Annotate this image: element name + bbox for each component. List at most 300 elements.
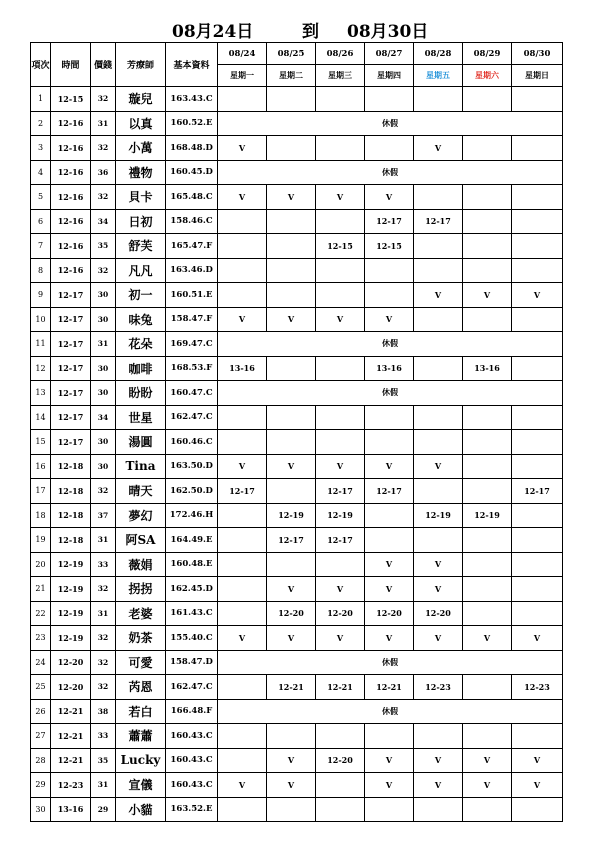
table-row	[31, 528, 563, 553]
row-number: 17	[31, 479, 51, 504]
row-name: 蕭蕭	[116, 724, 166, 749]
row-day-cell	[365, 528, 414, 553]
row-day-cell	[218, 528, 267, 553]
row-name: 以真	[116, 111, 166, 136]
row-number: 2	[31, 111, 51, 136]
table-row	[31, 136, 563, 161]
row-info: 158.46.C	[166, 209, 218, 234]
row-info: 172.46.H	[166, 503, 218, 528]
row-day-cell	[414, 797, 463, 822]
row-day-cell	[512, 405, 563, 430]
row-day-cell	[512, 87, 563, 112]
row-level: 30	[91, 381, 116, 406]
row-number: 30	[31, 797, 51, 822]
table-row	[31, 577, 563, 602]
row-day-cell	[463, 454, 512, 479]
row-day-cell	[218, 797, 267, 822]
row-number: 28	[31, 748, 51, 773]
row-day-cell: 12-17	[218, 479, 267, 504]
row-day-cell	[316, 258, 365, 283]
row-name: 小萬	[116, 136, 166, 161]
row-day-cell: V	[218, 307, 267, 332]
row-day-cell	[365, 283, 414, 308]
row-day-cell: V	[267, 626, 316, 651]
row-day-cell	[267, 258, 316, 283]
row-day-cell	[316, 405, 365, 430]
title-to-word: 到	[302, 22, 319, 42]
table-row	[31, 748, 563, 773]
row-day-cell: V	[414, 136, 463, 161]
row-time: 12-16	[51, 234, 91, 259]
row-day-cell	[316, 724, 365, 749]
row-number: 29	[31, 773, 51, 798]
row-day-cell: V	[463, 283, 512, 308]
row-day-cell: V	[316, 307, 365, 332]
row-number: 27	[31, 724, 51, 749]
row-time: 12-19	[51, 577, 91, 602]
row-rest: 休假	[218, 111, 563, 136]
row-name: 貝卡	[116, 185, 166, 210]
row-day-cell	[414, 258, 463, 283]
row-time: 12-19	[51, 601, 91, 626]
row-info: 160.43.C	[166, 724, 218, 749]
row-name: 味兔	[116, 307, 166, 332]
row-time: 12-21	[51, 748, 91, 773]
row-day-cell: V	[463, 626, 512, 651]
row-day-cell	[414, 356, 463, 381]
header-name: 芳療師	[116, 43, 166, 87]
row-day-cell	[512, 258, 563, 283]
row-day-cell	[463, 185, 512, 210]
row-time: 12-20	[51, 650, 91, 675]
row-day-cell	[316, 356, 365, 381]
table-row	[31, 234, 563, 259]
row-day-cell: 12-17	[512, 479, 563, 504]
row-day-cell	[267, 283, 316, 308]
row-day-cell	[267, 724, 316, 749]
row-info: 163.43.C	[166, 87, 218, 112]
row-info: 162.47.C	[166, 405, 218, 430]
row-day-cell	[512, 209, 563, 234]
row-level: 30	[91, 454, 116, 479]
row-level: 35	[91, 234, 116, 259]
row-day-cell: 12-20	[316, 601, 365, 626]
row-name: 芮恩	[116, 675, 166, 700]
row-day-cell: V	[414, 577, 463, 602]
row-day-cell	[512, 552, 563, 577]
row-day-cell	[218, 87, 267, 112]
row-name: 宣儀	[116, 773, 166, 798]
row-day-cell	[463, 430, 512, 455]
table-row	[31, 356, 563, 381]
row-time: 12-16	[51, 160, 91, 185]
row-rest: 休假	[218, 381, 563, 406]
row-level: 33	[91, 724, 116, 749]
table-row	[31, 479, 563, 504]
row-level: 32	[91, 87, 116, 112]
header-time: 時間	[51, 43, 91, 87]
row-level: 30	[91, 283, 116, 308]
row-day-cell	[218, 748, 267, 773]
header-weekday: 星期三	[316, 65, 365, 87]
row-day-cell: V	[267, 748, 316, 773]
row-day-cell	[365, 724, 414, 749]
row-day-cell: 13-16	[463, 356, 512, 381]
table-row	[31, 650, 563, 675]
table-row	[31, 332, 563, 357]
row-day-cell: V	[414, 748, 463, 773]
row-day-cell	[316, 797, 365, 822]
row-name: 晴天	[116, 479, 166, 504]
title-end-date: 08月30日	[347, 22, 429, 42]
row-info: 160.52.E	[166, 111, 218, 136]
row-number: 8	[31, 258, 51, 283]
row-day-cell: 12-20	[267, 601, 316, 626]
row-day-cell	[463, 405, 512, 430]
row-day-cell: V	[414, 283, 463, 308]
row-day-cell	[267, 479, 316, 504]
row-day-cell: V	[365, 185, 414, 210]
row-day-cell	[316, 87, 365, 112]
row-level: 30	[91, 430, 116, 455]
row-name: 世星	[116, 405, 166, 430]
header-no: 項次	[31, 43, 51, 87]
row-day-cell	[267, 552, 316, 577]
row-day-cell: 12-19	[414, 503, 463, 528]
row-day-cell: V	[512, 748, 563, 773]
row-day-cell: V	[365, 748, 414, 773]
header-weekday: 星期一	[218, 65, 267, 87]
row-level: 31	[91, 111, 116, 136]
row-name: Lucky	[116, 748, 166, 773]
row-day-cell	[463, 528, 512, 553]
row-time: 13-16	[51, 797, 91, 822]
row-day-cell	[512, 430, 563, 455]
table-body	[31, 87, 563, 822]
row-day-cell	[463, 136, 512, 161]
schedule-title	[0, 17, 595, 41]
row-day-cell: V	[414, 552, 463, 577]
row-time: 12-17	[51, 332, 91, 357]
row-name: 舒芙	[116, 234, 166, 259]
row-level: 30	[91, 307, 116, 332]
table-row	[31, 381, 563, 406]
row-day-cell	[365, 87, 414, 112]
row-day-cell: 12-21	[316, 675, 365, 700]
table-row	[31, 454, 563, 479]
row-level: 29	[91, 797, 116, 822]
header-level: 價錢	[91, 43, 116, 87]
row-day-cell	[316, 430, 365, 455]
row-number: 3	[31, 136, 51, 161]
table-row	[31, 209, 563, 234]
row-info: 160.43.C	[166, 748, 218, 773]
row-info: 165.48.C	[166, 185, 218, 210]
row-day-cell: V	[267, 773, 316, 798]
row-day-cell	[267, 87, 316, 112]
row-info: 162.45.D	[166, 577, 218, 602]
row-day-cell: 12-19	[316, 503, 365, 528]
row-info: 160.48.E	[166, 552, 218, 577]
row-number: 4	[31, 160, 51, 185]
row-name: 薇娟	[116, 552, 166, 577]
row-name: 咖啡	[116, 356, 166, 381]
row-day-cell: V	[512, 773, 563, 798]
row-name: 禮物	[116, 160, 166, 185]
row-level: 31	[91, 528, 116, 553]
row-day-cell: 12-21	[267, 675, 316, 700]
row-name: 小貓	[116, 797, 166, 822]
row-level: 38	[91, 699, 116, 724]
row-info: 160.47.C	[166, 381, 218, 406]
row-day-cell	[218, 283, 267, 308]
row-day-cell	[512, 577, 563, 602]
row-level: 32	[91, 675, 116, 700]
row-level: 31	[91, 601, 116, 626]
row-level: 37	[91, 503, 116, 528]
row-name: 日初	[116, 209, 166, 234]
row-time: 12-16	[51, 258, 91, 283]
row-number: 20	[31, 552, 51, 577]
row-day-cell	[218, 577, 267, 602]
row-day-cell	[463, 307, 512, 332]
row-day-cell	[414, 479, 463, 504]
row-info: 163.52.E	[166, 797, 218, 822]
row-day-cell	[463, 724, 512, 749]
row-day-cell: V	[414, 773, 463, 798]
row-rest: 休假	[218, 650, 563, 675]
row-day-cell	[414, 234, 463, 259]
row-time: 12-18	[51, 479, 91, 504]
row-day-cell	[463, 552, 512, 577]
table-row	[31, 773, 563, 798]
row-day-cell	[365, 405, 414, 430]
row-number: 21	[31, 577, 51, 602]
row-name: 奶茶	[116, 626, 166, 651]
row-day-cell	[463, 479, 512, 504]
table-row	[31, 111, 563, 136]
row-day-cell	[267, 356, 316, 381]
row-time: 12-17	[51, 430, 91, 455]
row-day-cell: V	[218, 454, 267, 479]
row-info: 168.53.F	[166, 356, 218, 381]
row-day-cell	[316, 773, 365, 798]
row-day-cell: V	[316, 185, 365, 210]
row-number: 10	[31, 307, 51, 332]
row-time: 12-16	[51, 185, 91, 210]
row-day-cell	[414, 528, 463, 553]
row-number: 19	[31, 528, 51, 553]
row-day-cell	[512, 724, 563, 749]
table-row	[31, 405, 563, 430]
row-name: 花朵	[116, 332, 166, 357]
row-day-cell: V	[365, 773, 414, 798]
row-day-cell: V	[218, 136, 267, 161]
row-number: 9	[31, 283, 51, 308]
row-time: 12-16	[51, 136, 91, 161]
header-date: 08/28	[414, 43, 463, 65]
row-day-cell: V	[267, 185, 316, 210]
row-time: 12-17	[51, 381, 91, 406]
table-row	[31, 283, 563, 308]
row-day-cell	[267, 405, 316, 430]
row-rest: 休假	[218, 699, 563, 724]
row-day-cell: V	[414, 454, 463, 479]
row-day-cell	[218, 675, 267, 700]
row-day-cell: 12-20	[365, 601, 414, 626]
row-day-cell	[512, 503, 563, 528]
row-name: Tina	[116, 454, 166, 479]
header-weekday: 星期二	[267, 65, 316, 87]
row-rest: 休假	[218, 332, 563, 357]
row-day-cell	[463, 675, 512, 700]
row-number: 25	[31, 675, 51, 700]
row-day-cell	[218, 209, 267, 234]
row-info: 169.47.C	[166, 332, 218, 357]
row-day-cell	[365, 136, 414, 161]
row-time: 12-16	[51, 111, 91, 136]
row-day-cell: 12-17	[267, 528, 316, 553]
row-number: 14	[31, 405, 51, 430]
row-day-cell	[316, 209, 365, 234]
table-row	[31, 724, 563, 749]
row-number: 7	[31, 234, 51, 259]
row-day-cell	[512, 185, 563, 210]
row-day-cell: 12-17	[414, 209, 463, 234]
row-number: 22	[31, 601, 51, 626]
row-day-cell	[316, 136, 365, 161]
row-day-cell	[365, 797, 414, 822]
table-row	[31, 185, 563, 210]
row-day-cell	[316, 283, 365, 308]
row-time: 12-17	[51, 356, 91, 381]
row-day-cell	[463, 209, 512, 234]
row-info: 160.51.E	[166, 283, 218, 308]
row-time: 12-17	[51, 405, 91, 430]
row-day-cell	[512, 136, 563, 161]
row-day-cell: 12-15	[316, 234, 365, 259]
row-day-cell	[414, 185, 463, 210]
header-weekday: 星期五	[414, 65, 463, 87]
table-row	[31, 601, 563, 626]
row-info: 160.43.C	[166, 773, 218, 798]
row-day-cell	[512, 454, 563, 479]
row-number: 12	[31, 356, 51, 381]
header-info: 基本資料	[166, 43, 218, 87]
row-day-cell	[463, 234, 512, 259]
row-day-cell: 12-17	[316, 479, 365, 504]
row-time: 12-17	[51, 283, 91, 308]
row-day-cell	[267, 797, 316, 822]
row-day-cell	[365, 258, 414, 283]
schedule-table	[30, 42, 563, 822]
row-day-cell	[267, 209, 316, 234]
table-row	[31, 160, 563, 185]
row-number: 18	[31, 503, 51, 528]
row-number: 23	[31, 626, 51, 651]
table-row	[31, 699, 563, 724]
header-date: 08/24	[218, 43, 267, 65]
row-day-cell: 13-16	[218, 356, 267, 381]
row-day-cell	[267, 136, 316, 161]
row-day-cell	[316, 552, 365, 577]
row-day-cell: V	[218, 773, 267, 798]
row-day-cell: V	[218, 626, 267, 651]
table-row	[31, 552, 563, 577]
row-number: 16	[31, 454, 51, 479]
row-time: 12-18	[51, 528, 91, 553]
row-time: 12-18	[51, 503, 91, 528]
table-row	[31, 797, 563, 822]
row-level: 32	[91, 626, 116, 651]
row-name: 若白	[116, 699, 166, 724]
table-row	[31, 626, 563, 651]
row-info: 162.50.D	[166, 479, 218, 504]
row-day-cell	[267, 430, 316, 455]
row-level: 32	[91, 650, 116, 675]
row-name: 湯圓	[116, 430, 166, 455]
row-info: 166.48.F	[166, 699, 218, 724]
row-day-cell: 12-20	[316, 748, 365, 773]
row-time: 12-15	[51, 87, 91, 112]
title-from-date: 08月24日	[172, 22, 254, 42]
row-info: 160.45.D	[166, 160, 218, 185]
row-day-cell	[218, 405, 267, 430]
row-level: 35	[91, 748, 116, 773]
row-time: 12-21	[51, 724, 91, 749]
row-info: 168.48.D	[166, 136, 218, 161]
row-level: 32	[91, 136, 116, 161]
row-day-cell: 12-17	[365, 479, 414, 504]
header-date: 08/25	[267, 43, 316, 65]
row-day-cell: V	[463, 773, 512, 798]
row-day-cell	[512, 356, 563, 381]
row-day-cell: V	[316, 454, 365, 479]
table-row	[31, 307, 563, 332]
row-info: 163.46.D	[166, 258, 218, 283]
row-day-cell: V	[316, 626, 365, 651]
row-time: 12-16	[51, 209, 91, 234]
row-name: 老婆	[116, 601, 166, 626]
row-time: 12-17	[51, 307, 91, 332]
table-row	[31, 258, 563, 283]
row-time: 12-18	[51, 454, 91, 479]
row-info: 162.47.C	[166, 675, 218, 700]
row-day-cell	[414, 405, 463, 430]
row-level: 32	[91, 185, 116, 210]
row-number: 1	[31, 87, 51, 112]
row-day-cell: 12-23	[512, 675, 563, 700]
row-day-cell	[463, 577, 512, 602]
row-day-cell	[218, 258, 267, 283]
row-day-cell: V	[463, 748, 512, 773]
row-day-cell: V	[512, 626, 563, 651]
table-row	[31, 503, 563, 528]
row-day-cell: V	[267, 577, 316, 602]
row-day-cell	[414, 724, 463, 749]
row-day-cell	[414, 430, 463, 455]
row-number: 11	[31, 332, 51, 357]
row-level: 34	[91, 209, 116, 234]
header-weekday: 星期四	[365, 65, 414, 87]
row-day-cell: 13-16	[365, 356, 414, 381]
row-day-cell	[512, 234, 563, 259]
row-name: 阿SA	[116, 528, 166, 553]
row-name: 凡凡	[116, 258, 166, 283]
row-day-cell	[218, 430, 267, 455]
table-row	[31, 430, 563, 455]
row-day-cell	[218, 234, 267, 259]
